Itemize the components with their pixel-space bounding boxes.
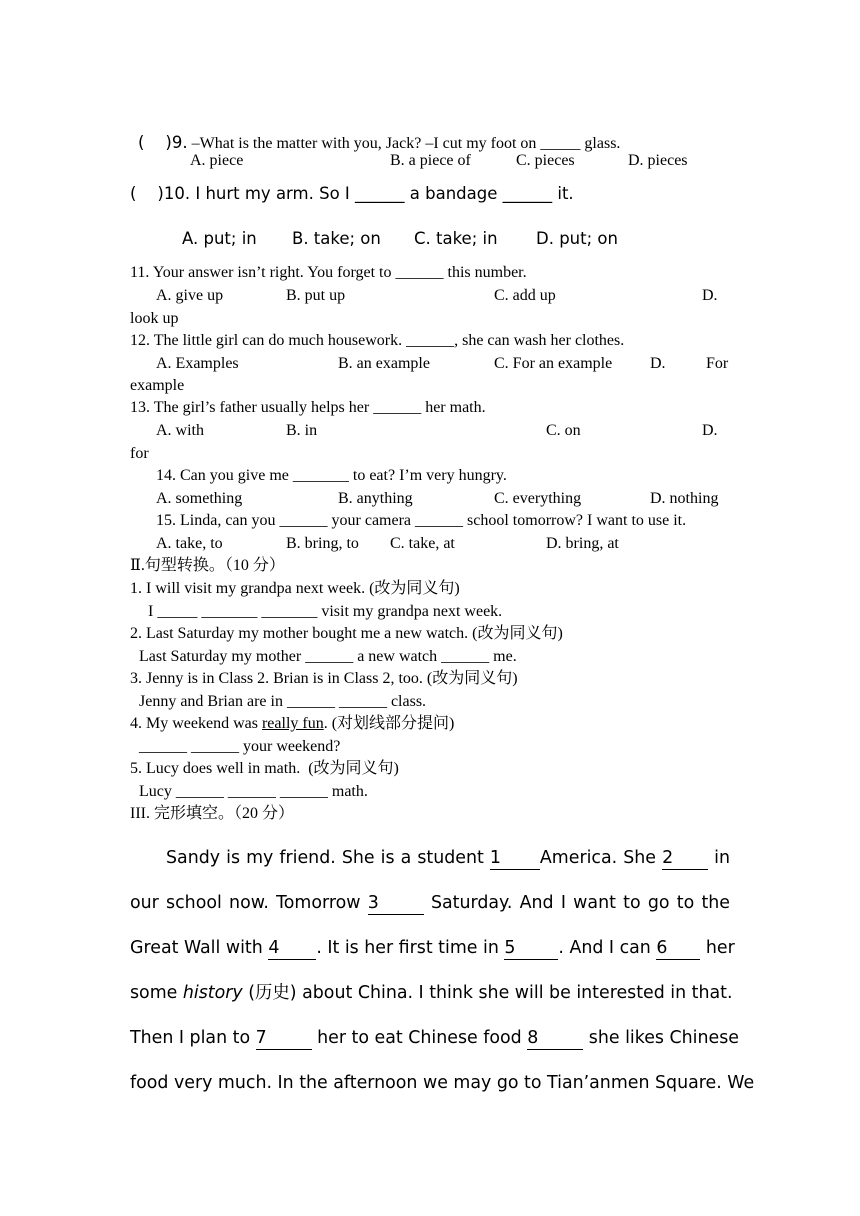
option-c: C. on [546, 422, 581, 439]
section-3-title: III. 完形填空。（20 分） [130, 805, 294, 822]
cloze-passage [130, 836, 755, 1106]
rewrite-4-question-post: . (对划线部分提问) [323, 715, 455, 732]
rewrite-4-underlined: really fun [261, 715, 324, 732]
option-d: D. [702, 287, 718, 304]
option-a: A. Examples [156, 355, 239, 372]
option-d-wrap: example [130, 377, 185, 394]
rewrite-5-question: 5. Lucy does well in math. (改为同义句) [130, 760, 399, 777]
option-b: B. bring, to [286, 535, 359, 552]
option-d-wrap: look up [130, 310, 179, 327]
question-13-stem: 13. The girl’s father usually helps her ______ her math. [130, 399, 486, 416]
rewrite-1-question: 1. I will visit my grandpa next week. (改为同义句) [130, 580, 460, 597]
option-a: A. something [156, 490, 243, 507]
option-b: B. an example [338, 355, 430, 372]
rewrite-3-answer: Jenny and Brian are in ______ ______ class. [139, 693, 427, 710]
rewrite-4-question [130, 716, 454, 732]
option-c: C. take, at [390, 535, 455, 552]
option-c: C. pieces [516, 152, 575, 169]
section-2-title: Ⅱ.句型转换。（10 分） [130, 557, 285, 574]
passage-line-1: Sandy is my friend. She is a student 1 America. She 2 in [166, 848, 731, 868]
rewrite-4-question-pre: 4. My weekend was [130, 715, 262, 732]
option-d: D. pieces [628, 152, 688, 169]
blank-4: 4 [268, 937, 316, 960]
question-9-stem [130, 119, 620, 152]
rewrite-1-answer: I _____ _______ _______ visit my grandpa next week. [148, 603, 503, 620]
rewrite-5-answer: Lucy ______ ______ ______ math. [139, 783, 368, 800]
option-a: A. put; in [182, 229, 257, 248]
blank-1: 1 [490, 847, 540, 870]
option-b: B. in [286, 422, 318, 439]
option-b: B. anything [338, 490, 413, 507]
blank-3: 3 [368, 892, 424, 915]
question-15-stem: 15. Linda, can you ______ your camera ______ school tomorrow? I want to use it. [156, 512, 687, 529]
rewrite-4-answer: ______ ______ your weekend? [139, 738, 341, 755]
question-12-stem: 12. The little girl can do much housework. ______, she can wash her clothes. [130, 332, 625, 349]
passage-line-6: food very much. In the afternoon we may go to Tian’anmen Square. We [130, 1073, 755, 1093]
question-10-stem: ( )10. I hurt my arm. So I ______ a bandage ______ it. [130, 184, 574, 203]
option-a: A. take, to [156, 535, 223, 552]
option-a: A. give up [156, 287, 224, 304]
option-d: D. nothing [650, 490, 719, 507]
question-11-stem: 11. Your answer isn’t right. You forget to ______ this number. [130, 264, 527, 281]
rewrite-3-question: 3. Jenny is in Class 2. Brian is in Class 2, too. (改为同义句) [130, 670, 518, 687]
option-d: D. put; on [536, 229, 618, 248]
blank-2: 2 [662, 847, 708, 870]
question-9-text: –What is the matter with you, Jack? –I cut my foot on _____ glass. [187, 135, 621, 152]
option-d: D. [650, 355, 666, 372]
option-a: A. with [156, 422, 204, 439]
option-d-wrap: for [130, 445, 149, 462]
rewrite-2-question: 2. Last Saturday my mother bought me a new watch. (改为同义句) [130, 625, 563, 642]
blank-7: 7 [256, 1027, 312, 1050]
blank-8: 8 [527, 1027, 583, 1050]
option-c: C. add up [494, 287, 556, 304]
option-b: B. take; on [292, 229, 381, 248]
option-c: C. take; in [414, 229, 498, 248]
option-d: D. [702, 422, 718, 439]
passage-line-3: Great Wall with 4 . It is her first time in 5 . And I can 6 her [130, 938, 735, 958]
passage-line-5: Then I plan to 7 her to eat Chinese food 8 she likes Chinese [130, 1028, 739, 1048]
option-b: B. put up [286, 287, 346, 304]
blank-5: 5 [504, 937, 558, 960]
blank-6: 6 [656, 937, 700, 960]
history-word: history [182, 983, 243, 1003]
passage-line-4: some history (历史) about China. I think she will be interested in that. [130, 983, 733, 1003]
option-b: B. a piece of [390, 152, 471, 169]
question-9-prefix: ( )9. [138, 133, 188, 152]
passage-line-2: our school now. Tomorrow 3 Saturday. And I want to go to the [130, 893, 730, 913]
option-a: A. piece [190, 152, 244, 169]
option-c: C. For an example [494, 355, 613, 372]
option-c: C. everything [494, 490, 582, 507]
option-d-text: For [706, 355, 729, 372]
option-d: D. bring, at [546, 535, 619, 552]
rewrite-2-answer: Last Saturday my mother ______ a new watch ______ me. [139, 648, 517, 665]
question-14-stem: 14. Can you give me _______ to eat? I’m very hungry. [156, 467, 507, 484]
